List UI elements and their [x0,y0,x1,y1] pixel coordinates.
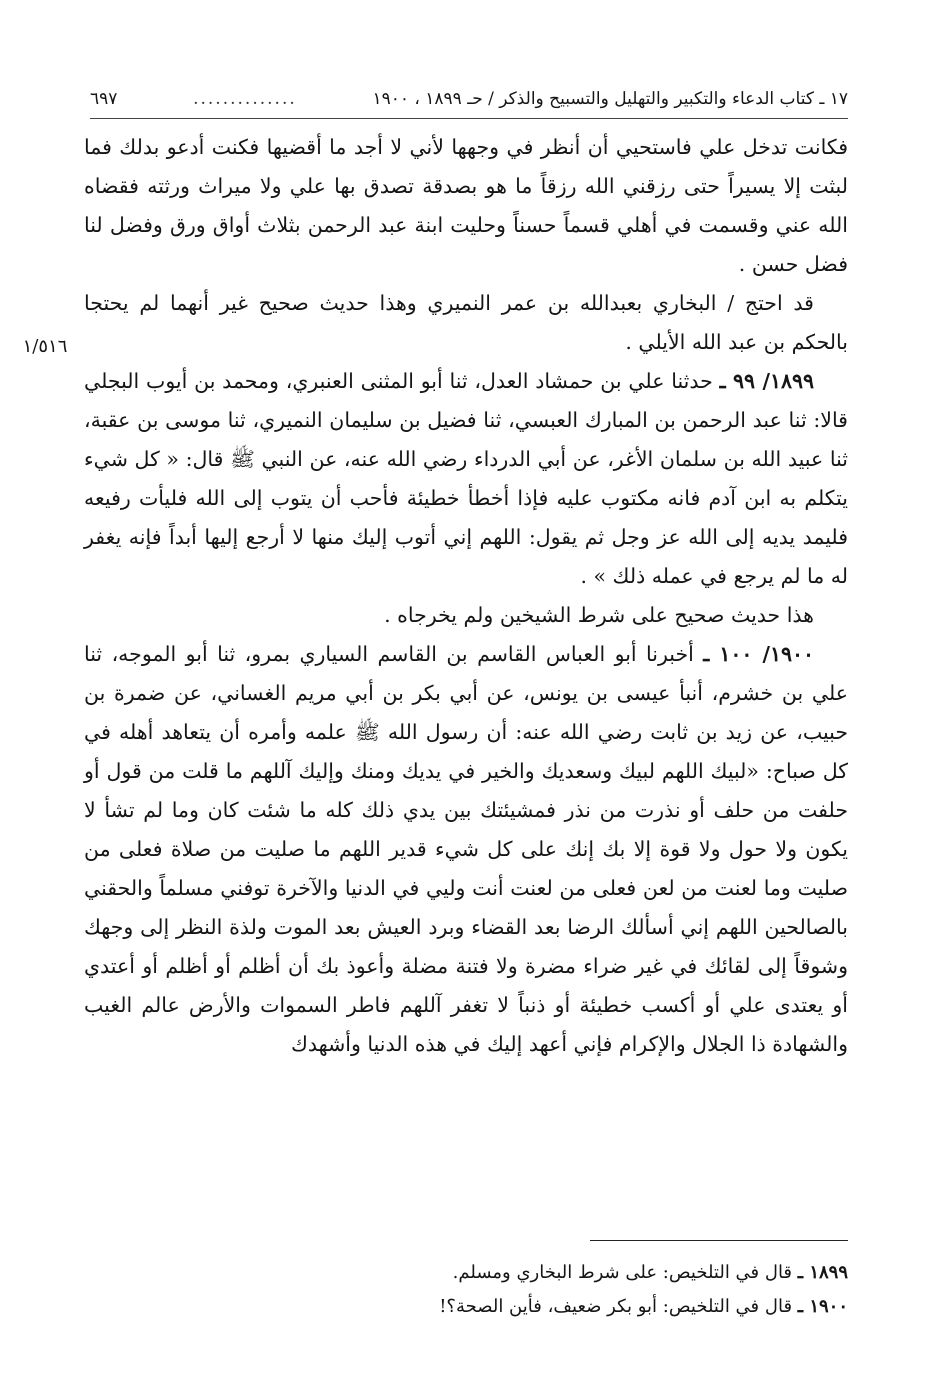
running-header [90,84,848,114]
footnote-text: قال في التلخيص: على شرط البخاري ومسلم. [452,1262,793,1283]
paragraph-commentary-2: هذا حديث صحيح على شرط الشيخين ولم يخرجاه . [384,603,814,627]
hadith-text: أخبرنا أبو العباس القاسم بن القاسم السياري بمرو، ثنا أبو الموجه، ثنا علي بن خشرم، أنبأ عيسى بن يونس، عن أبي بكر بن أبي مريم الغساني، عن ضمرة بن حبيب، عن زيد بن ثابت رضي الله عنه: أن رسول الله ﷺ علمه وأمره أن يتعاهد أهله في كل صباح: «لبيك اللهم لبيك وسعديك والخير في يديك ومنك وإليك آللهم ما قلت من قول أو حلفت من حلف أو نذرت من نذر فمشيئتك بين يدي ذلك كله ما شئت كان وما لم تشأ لا يكون ولا حول ولا قوة إلا بك إنك على كل شيء قدير اللهم ما صليت من صلاة فعلى من صليت وما لعنت من لعن فعلى من لعنت أنت وليي في الدنيا والآخرة توفني مسلماً والحقني بالصالحين اللهم إني أسألك الرضا بعد القضاء وبرد العيش بعد الموت ولذة النظر إلى وجهك وشوقاً إلى لقائك في غير ضراء مضرة ولا فتنة مضلة وأعوذ بك أن أظلم أو أظلم أو أعتدي أو يعتدى علي أو أكسب خطيئة أو ذنباً لا تغفر آللهم فاطر السموات والأرض عالم الغيب والشهادة ذا الجلال والإكرام فإني أعهد إليك في هذه الدنيا وأشهدك [84,642,849,1056]
footnote [84,1290,848,1324]
header-leader-dots: .............. [193,89,297,109]
chapter-title: ١٧ ـ كتاب الدعاء والتكبير والتهليل والتسبيح والذكر / حـ ١٨٩٩ ، ١٩٠٠ [372,89,848,109]
header-rule [90,118,848,119]
paragraph-commentary-1: قد احتج / البخاري بعبدالله بن عمر النميري وهذا حديث صحيح غير أنهما لم يحتجا بالحكم بن عبد الله الأيلي . [84,291,848,354]
hadith-number: ١٨٩٩/ ٩٩ ـ [719,369,815,393]
footnote [84,1256,848,1290]
paragraph-continuation: فكانت تدخل علي فاستحيي أن أنظر في وجهها لأني لا أجد ما أقضيها فكنت أدعو بدلك فما لبثت إلا يسيراً حتى رزقني الله رزقاً ما هو بصدقة تصدق بها علي ولا ميراث ورثته فقضاه الله عني وقسمت في أهلي قسماً حسناً وحليت ابنة عبد الرحمن بثلاث أواق ورق وفضل لنا فضل حسن . [84,135,848,276]
footnote-number: ١٨٩٩ ـ [797,1262,848,1283]
main-text [84,128,848,1064]
hadith-text: حدثنا علي بن حمشاد العدل، ثنا أبو المثنى العنبري، ومحمد بن أيوب البجلي قالا: ثنا عبد الرحمن بن المبارك العبسي، ثنا فضيل بن سليمان النميري، ثنا موسى بن عقبة، ثنا عبيد الله بن سلمان الأغر، عن أبي الدرداء رضي الله عنه، عن النبي ﷺ قال: « كل شيء يتكلم به ابن آدم فانه مكتوب عليه فإذا أخطأ خطيئة فأحب أن يتوب إلى الله فليأت رفيعه فليمد يديه إلى الله عز وجل ثم يقول: اللهم إني أتوب إليك منها لا أرجع إليها أبداً فإنه يغفر له ما لم يرجع في عمله ذلك » . [84,369,848,588]
footnote-number: ١٩٠٠ ـ [797,1296,848,1317]
footnotes [84,1256,848,1324]
hadith-1899 [84,362,848,596]
hadith-1900 [84,635,848,1064]
footnote-separator [590,1240,848,1241]
footnote-text: قال في التلخيص: أبو بكر ضعيف، فأين الصحة؟! [439,1296,793,1317]
hadith-number: ١٩٠٠/ ١٠٠ ـ [703,642,814,666]
page-number: ٦٩٧ [90,89,118,109]
margin-reference: ١/٥١٦ [22,336,68,357]
